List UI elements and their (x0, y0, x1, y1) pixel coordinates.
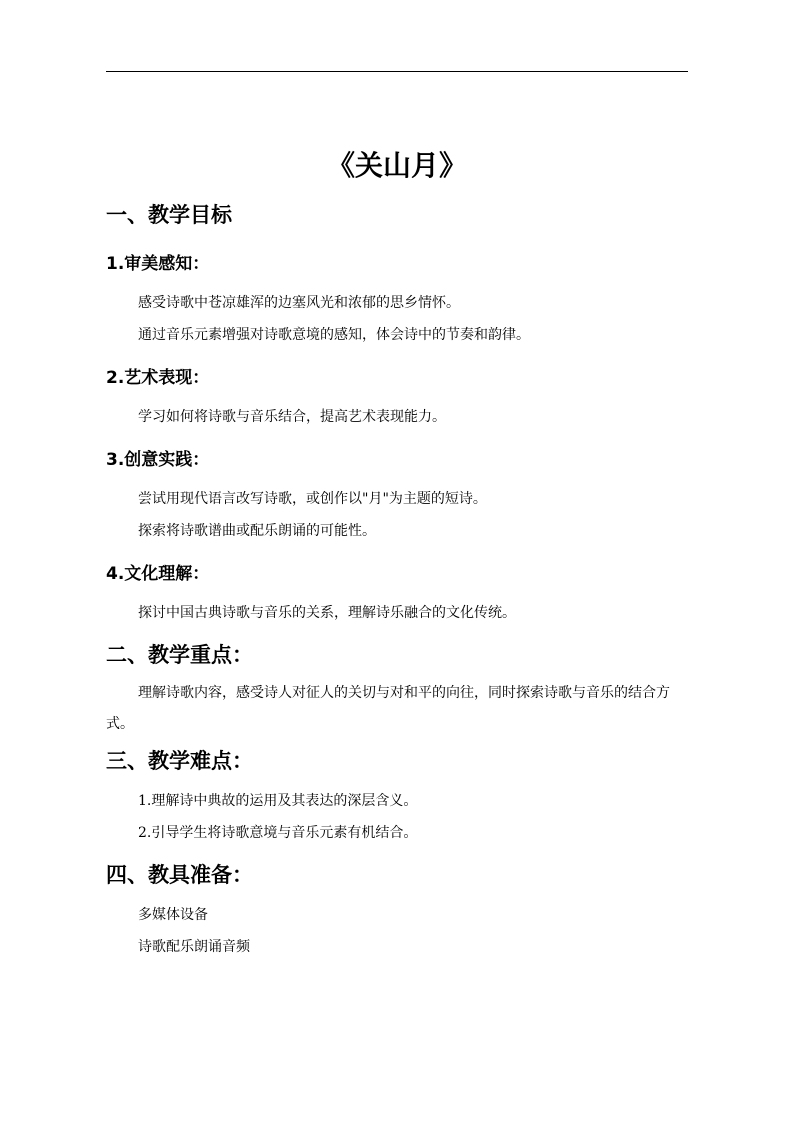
difficulty-line-2: 2.引导学生将诗歌意境与音乐元素有机结合。 (138, 825, 418, 841)
subheading-aesthetic-perception: 1.审美感知： (106, 254, 210, 274)
goal-artistic-line-1: 学习如何将诗歌与音乐结合，提高艺术表现能力。 (138, 409, 446, 425)
header-rule (106, 71, 688, 72)
goal-creative-line-2: 探索将诗歌谱曲或配乐朗诵的可能性。 (138, 523, 376, 539)
subheading-cultural-understanding: 4.文化理解： (106, 564, 210, 584)
section-heading-key-points: 二、教学重点： (106, 643, 253, 667)
subheading-artistic-expression: 2.艺术表现： (106, 368, 210, 388)
section-heading-materials: 四、教具准备： (106, 863, 253, 887)
material-line-2: 诗歌配乐朗诵音频 (138, 939, 250, 955)
section-heading-goals: 一、教学目标 (106, 203, 232, 227)
section-heading-difficulties: 三、教学难点： (106, 749, 253, 773)
goal-creative-line-1: 尝试用现代语言改写诗歌，或创作以"月"为主题的短诗。 (138, 491, 487, 507)
goal-aesthetic-line-2: 通过音乐元素增强对诗歌意境的感知，体会诗中的节奏和韵律。 (138, 327, 530, 343)
subheading-creative-practice: 3.创意实践： (106, 450, 210, 470)
goal-cultural-line-1: 探讨中国古典诗歌与音乐的关系，理解诗乐融合的文化传统。 (138, 605, 516, 621)
difficulty-line-1: 1.理解诗中典故的运用及其表达的深层含义。 (138, 793, 418, 809)
key-points-paragraph: 理解诗歌内容，感受诗人对征人的关切与对和平的向往，同时探索诗歌与音乐的结合方式。 (106, 685, 670, 732)
material-line-1: 多媒体设备 (138, 907, 208, 923)
goal-aesthetic-line-1: 感受诗歌中苍凉雄浑的边塞风光和浓郁的思乡情怀。 (138, 295, 460, 311)
document-title: 《关山月》 (326, 149, 467, 182)
